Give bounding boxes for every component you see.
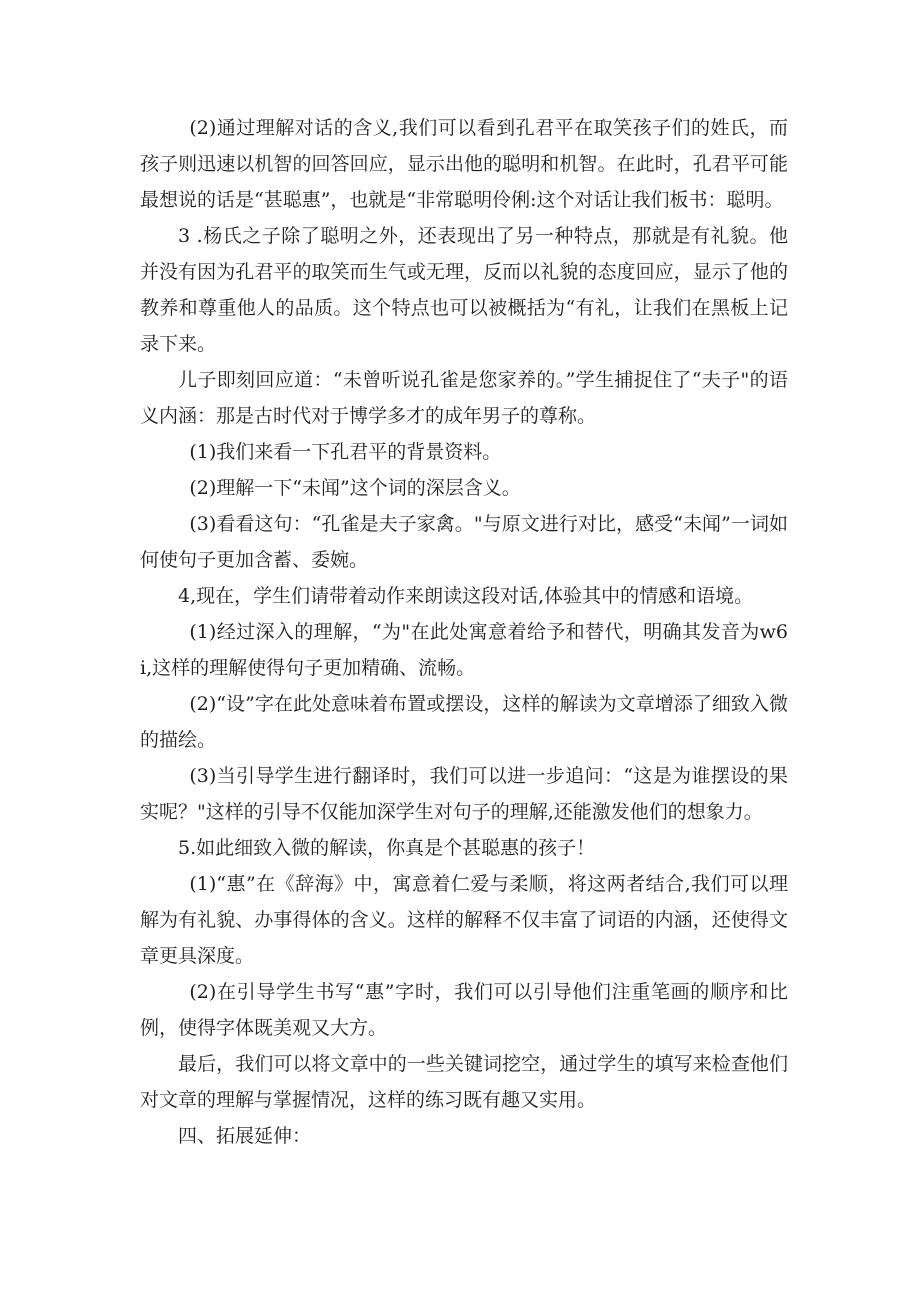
document-body	[140, 110, 788, 1154]
paragraph-son-reply: 儿子即刻回应道：“未曾听说孔雀是您家养的。”学生捕捉住了“夫子"的语义内涵：那是古时代对于博学多才的成年男子的尊称。	[140, 369, 788, 427]
paragraph-point-4-reading: 4,现在，学生们请带着动作来朗读这段对话,体验其中的情感和语境。	[178, 585, 754, 607]
paragraph-sub-2-writing: (2)在引导学生书写“惠”字时，我们可以引导他们注重笔画的顺序和比例，使得字体既美观又大方。	[140, 981, 788, 1039]
paragraph-point-5-praise: 5.如此细致入微的解读，你真是个甚聪惠的孩子！	[178, 837, 596, 859]
paragraph-sub-2-she: (2)“设”字在此处意味着布置或摆设，这样的解读为文章增添了细致入微的描绘。	[140, 693, 788, 751]
paragraph-sub-3-translate: (3)当引导学生进行翻译时，我们可以进一步追问：“这是为谁摆设的果实呢？"这样的引导不仅能加深学生对句子的理解,还能激发他们的想象力。	[140, 765, 788, 823]
paragraph-explain-dialogue: (2)通过理解对话的含义,我们可以看到孔君平在取笑孩子们的姓氏，而孩子则迅速以机智的回答回应，显示出他的聪明和机智。在此时，孔君平可能最想说的话是“甚聪惠”，也就是“非常聪明伶俐:这个对话让我们板书：聪明。	[140, 117, 788, 211]
paragraph-finally: 最后，我们可以将文章中的一些关键词挖空，通过学生的填写来检查他们对文章的理解与掌握情况，这样的练习既有趣又实用。	[140, 1053, 788, 1111]
paragraph-sub-3-compare: (3)看看这句：“孔雀是夫子家禽。"与原文进行对比，感受“未闻”一词如何使句子更加含蓄、委婉。	[140, 513, 788, 571]
paragraph-sub-1-background: (1)我们来看一下孔君平的背景资料。	[189, 441, 502, 463]
paragraph-point-3-politeness: 3 .杨氏之子除了聪明之外，还表现出了另一种特点，那就是有礼貌。他并没有因为孔君平的取笑而生气或无理，反而以礼貌的态度回应，显示了他的教养和尊重他人的品质。这个特点也可以被概括为“有礼，让我们在黑板上记录下来。	[140, 225, 788, 355]
paragraph-sub-2-weiwen: (2)理解一下“未闻”这个词的深层含义。	[189, 477, 521, 499]
paragraph-sub-1-hui: (1)“惠”在《辞海》中，寓意着仁爱与柔顺，将这两者结合,我们可以理解为有礼貌、办事得体的含义。这样的解释不仅丰富了词语的内涵，还使得文章更具深度。	[140, 873, 788, 967]
section-heading-extension: 四、拓展延伸：	[178, 1125, 312, 1147]
paragraph-sub-1-wei: (1)经过深入的理解，“为"在此处寓意着给予和替代，明确其发音为w6i,这样的理解使得句子更加精确、流畅。	[140, 621, 788, 679]
